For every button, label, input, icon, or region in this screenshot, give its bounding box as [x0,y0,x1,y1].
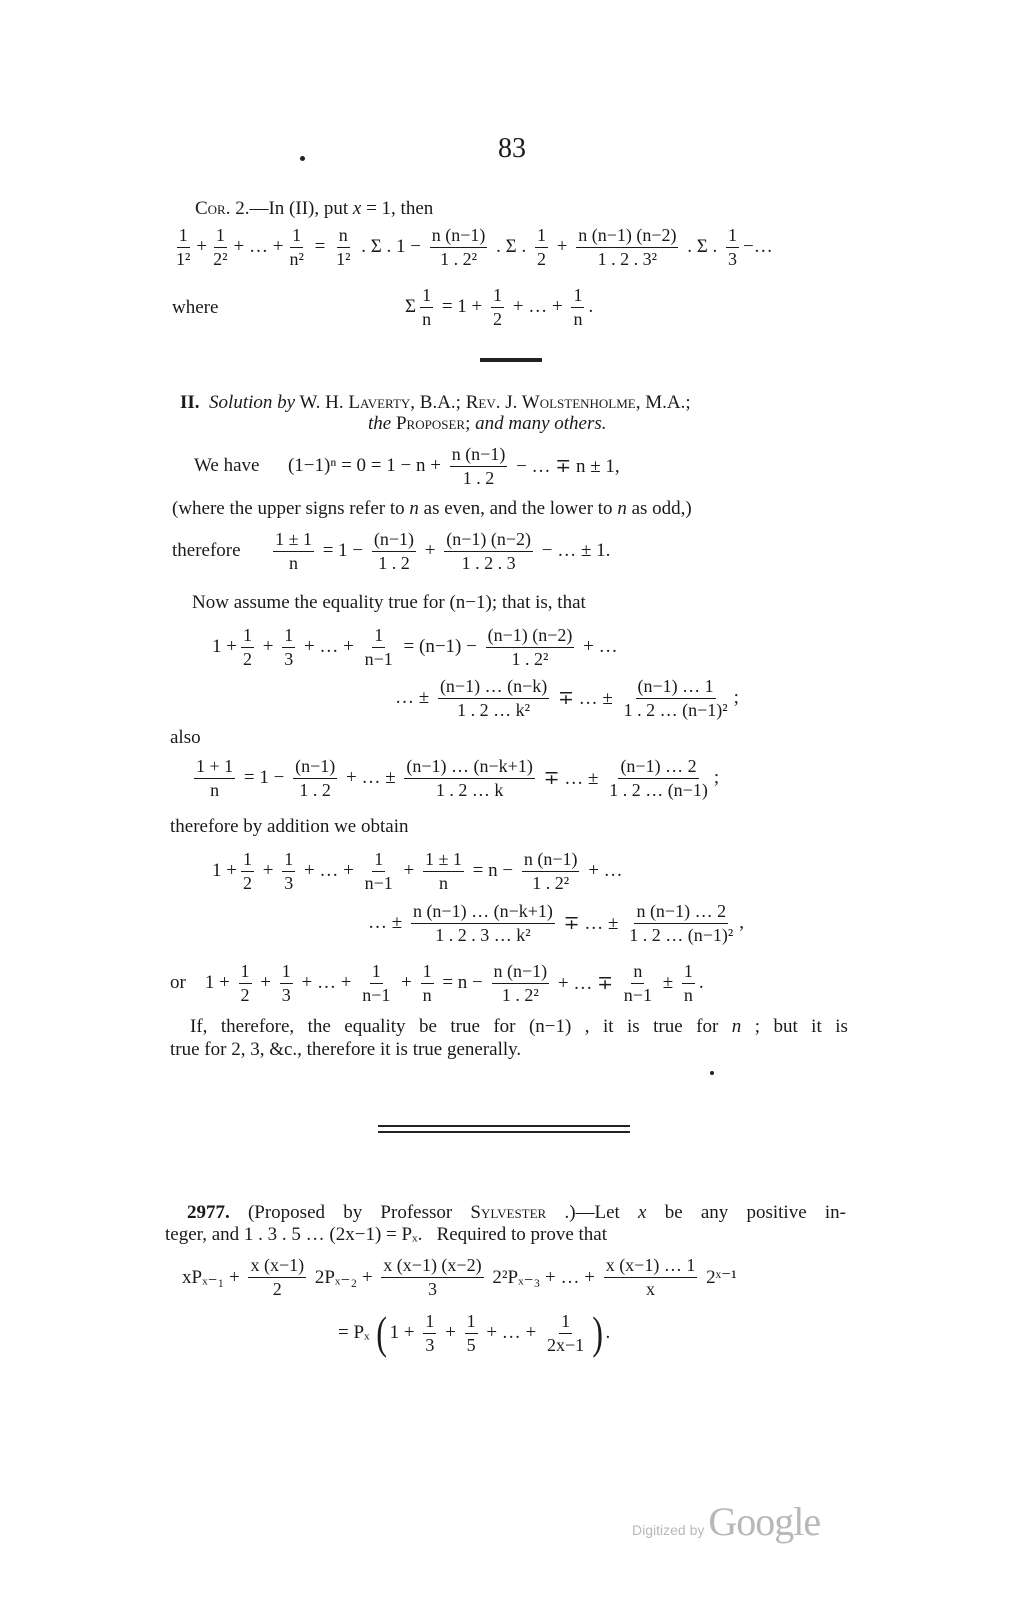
fraction [241,850,254,893]
math-expression: . [588,296,594,318]
text-run: also [170,727,201,748]
text-run: ; [465,413,476,434]
math-expression: + … + [508,296,568,318]
fraction-denominator: 1 . 2 [378,552,410,573]
question-2977-line-2 [165,1224,607,1246]
italic-text: n [409,498,419,519]
fraction-denominator: 3 [427,1278,437,1299]
fraction [682,962,695,1005]
italic-text: n [731,1016,742,1037]
google-logo: Google [708,1499,821,1544]
fraction-numerator: (n−1) … (n−k+1) [404,757,534,779]
word: is [627,1016,640,1037]
math-expression: 1 + [204,972,235,994]
fraction [239,962,252,1005]
fraction [491,286,504,329]
math-expression: . Σ . 1 − [356,236,426,258]
page-number: 83 [498,133,526,164]
math-expression: ; [713,767,720,789]
fraction-denominator: 1 . 2 [462,467,495,488]
fraction [607,757,710,800]
math-expression: = 1 − [317,540,368,562]
math-expression: + [257,636,279,658]
double-rule-bottom [378,1131,630,1133]
fraction-numerator: 1 [423,1312,436,1334]
fraction [420,286,433,329]
math-expression: ∓ … ± [538,767,604,789]
fraction [381,1256,483,1299]
word: it [602,1016,614,1037]
math-expression: −… [743,236,773,258]
fraction-denominator: 1 . 2 . 3 … k² [435,924,531,945]
fraction-numerator: n (n−1) … (n−k+1) [411,902,555,924]
fraction-numerator: 1 [421,962,434,984]
fraction-denominator: 1 . 2 … (n−1)² [629,924,734,945]
fraction-numerator: 1 [282,626,295,648]
word: be [418,1016,437,1037]
fraction [194,757,235,800]
small-caps-text: Cor. [195,198,231,219]
fraction [535,226,548,269]
fraction [282,626,295,669]
fraction [411,902,555,945]
fraction-numerator: x (x−1) … 1 [604,1256,698,1278]
fraction [522,850,580,893]
math-expression: + … [583,860,623,882]
math-expression: 1 . 3 . 5 … (2x−1) = Pₓ [243,1224,418,1245]
fraction-denominator: 2 [242,872,252,893]
math-expression: 2Pₓ₋₂ + [310,1266,378,1288]
text-run: , M.A.; [635,392,691,413]
fraction-numerator: x (x−1) [248,1256,306,1278]
fraction-numerator: n (n−1) (n−2) [576,226,678,248]
fraction-denominator: 2 [242,648,252,669]
text-run: as even, and the lower to [418,498,618,519]
fraction-numerator: n [337,226,350,248]
fraction [248,1256,306,1299]
text-run: where [172,297,219,318]
fraction [282,850,295,893]
fraction-denominator: 1 . 2 … (n−1)² [623,699,728,720]
where-label [172,297,218,319]
word: but [773,1016,798,1037]
question-2977-line-1 [187,1202,846,1224]
fraction-denominator: 3 [284,872,294,893]
math-expression: (1−1)ⁿ = 0 = 1 − n + [287,455,446,477]
math-expression: (n−1) [449,592,492,613]
fraction-numerator: 1 [214,226,227,248]
text-run: Now assume the equality true for [192,592,450,613]
fraction-denominator: n [210,779,220,800]
word: If, [190,1016,208,1037]
speck [300,156,305,161]
fraction [423,1312,436,1355]
fraction [622,962,654,1005]
math-expression: = Pₓ [338,1322,375,1343]
fraction-numerator: (n−1) (n−2) [486,626,575,648]
fraction-numerator: 1 [465,1312,478,1334]
fraction [492,962,550,1005]
fraction-denominator: 1² [176,248,191,269]
fraction [438,677,549,720]
fraction [604,1256,698,1299]
fraction-numerator: 1 [420,286,433,308]
fraction [363,626,395,669]
italic-text: n [617,498,627,519]
fraction-numerator: 1 + 1 [194,757,235,779]
word: positive [746,1202,807,1223]
fraction-denominator: n−1 [364,872,393,893]
fraction-numerator: (n−1) [293,757,337,779]
fraction-numerator: 1 [535,226,548,248]
fraction-numerator: 1 [177,226,190,248]
fraction [280,962,293,1005]
math-expression: = 1 − [239,767,290,789]
math-expression: 1 + [212,636,237,658]
fraction [450,445,508,488]
large-parenthesis: ) [592,1307,604,1358]
math-expression: = (n−1) − [398,636,482,658]
fraction [571,286,584,329]
fraction [273,530,314,573]
small-caps-text: Sylvester [470,1202,547,1223]
math-expression: + … + [296,972,357,994]
fraction-numerator: n [631,962,644,984]
fraction-numerator: 1 [241,850,254,872]
fraction-denominator: n−1 [362,984,391,1005]
math-expression: + … + [299,860,359,882]
math-expression: xPₓ₋₁ + [182,1266,245,1288]
fraction-numerator: 1 [241,626,254,648]
math-expression: … ± [395,687,434,709]
bold-text: 2977. [187,1202,230,1223]
fraction-denominator: 2² [213,248,228,269]
fraction-denominator: 1 . 2 . 3 [461,552,516,573]
math-expression: Σ [405,296,417,318]
fraction-numerator: 1 [280,962,293,984]
fraction-denominator: 3 [281,984,291,1005]
addition-text [170,816,408,838]
small-caps-text: Laverty [348,392,411,413]
math-expression: + [196,236,208,258]
word: is [835,1016,848,1037]
fraction [363,850,395,893]
conclusion-line-1 [190,1016,848,1038]
fraction-denominator: n [683,984,693,1005]
word: for [493,1016,516,1037]
word: be [664,1202,683,1223]
math-expression: + [255,972,276,994]
text-run: therefore [172,540,270,562]
text-run: W. H. [295,392,349,413]
word: it [811,1016,822,1037]
math-expression: . [605,1322,611,1343]
math-expression: , [739,912,745,934]
watermark-digitized-text: Digitized by [632,1522,705,1538]
math-expression: 2ˣ⁻¹ [701,1266,737,1288]
fraction-denominator: 1² [336,248,351,269]
math-expression: = n − [437,972,488,994]
fraction-denominator: 1 . 2 [299,779,331,800]
fraction-denominator: 2 [493,308,502,329]
math-expression: = [309,236,331,258]
fraction-denominator: 5 [466,1334,476,1355]
justified-text [190,1016,848,1038]
math-expression: ; [733,687,739,709]
fraction-numerator: (n−1) [372,530,416,552]
math-expression: (n−1) [528,1016,572,1037]
word: , [584,1016,590,1037]
double-rule-top [378,1125,630,1127]
addition-equation-2 [368,902,744,945]
assumption-equation-2 [395,677,739,720]
fraction-numerator: (n−1) … 2 [618,757,698,779]
or-equation [170,962,704,1005]
math-expression: + … + [233,236,284,258]
text-run: teger, and [165,1224,244,1245]
conclusion-line-2 [170,1039,521,1061]
math-expression: + … [578,636,618,658]
fraction-numerator: 1 [682,962,695,984]
text-run [200,392,210,414]
word: true [450,1016,480,1037]
math-expression: 1 + [389,1322,420,1343]
fraction [211,226,229,269]
math-expression: . Σ . [491,236,531,258]
math-expression: = n − [467,860,518,882]
math-expression: + … + [481,1322,541,1343]
fraction-denominator: n² [289,248,304,269]
italic-text: and many others. [475,413,607,434]
fraction-denominator: 1 . 2² [501,984,539,1005]
fraction-numerator: 1 [282,850,295,872]
math-expression: + … ± [341,767,401,789]
italic-text: x [638,1202,647,1223]
fraction-numerator: n (n−1) [522,850,580,872]
text-run: therefore by addition we obtain [170,816,409,837]
fraction-numerator: (n−1) … 1 [636,677,716,699]
fraction-numerator: n (n−1) [492,962,550,984]
fraction [486,626,575,669]
fraction-denominator: n [573,308,583,329]
fraction-numerator: (n−1) … (n−k) [438,677,549,699]
math-expression: + [440,1322,461,1343]
small-caps-text: Proposer [395,413,466,434]
fraction-denominator: x [646,1278,655,1299]
word: for [696,1016,719,1037]
math-expression: 1 + [212,860,237,882]
math-expression: ± [657,972,678,994]
speck [710,1071,714,1075]
italic-text: x [352,198,362,219]
fraction [293,757,337,800]
cor2-heading [195,198,433,220]
word: true [653,1016,683,1037]
fraction-numerator: 1 [372,850,385,872]
fraction [287,226,305,269]
fraction [622,677,730,720]
justified-text [187,1202,846,1224]
word: equality [344,1016,406,1037]
math-expression: + [257,860,279,882]
word: .)—Let [564,1202,620,1223]
fraction-denominator: n−1 [623,984,652,1005]
assumption-equation-1 [212,626,618,669]
large-parenthesis: ( [376,1307,388,1358]
fraction [421,962,434,1005]
fraction-numerator: 1 [370,962,383,984]
fraction-numerator: n (n−1) [430,226,488,248]
fraction-denominator: 3 [284,648,294,669]
small-caps-text: Rev. J. Wolstenholme [465,392,636,413]
math-expression: = 1 + [437,296,487,318]
fraction-denominator: 3 [728,248,738,269]
fraction-denominator: n−1 [364,648,393,669]
fraction-numerator: n (n−1) [450,445,508,467]
math-expression: ∓ … ± [558,912,624,934]
word: ; [754,1016,760,1037]
math-expression: . [698,972,704,994]
fraction-numerator: x (x−1) (x−2) [381,1256,483,1278]
assumption-text [192,592,586,614]
fraction-denominator: 1 . 2² [511,648,549,669]
math-expression: − … ∓ n ± 1, [511,455,620,477]
also-label [170,727,201,749]
fraction [444,530,533,573]
we-have-equation [194,445,620,488]
fraction-denominator: 1 . 2² [440,248,478,269]
solution-heading-line2 [368,413,607,435]
text-run: (where the upper signs refer to [172,498,410,519]
text-run: 2.—In (II), put [230,198,353,219]
word: Professor [380,1202,453,1223]
text-run: We have [194,455,288,477]
fraction-denominator: n [289,552,298,573]
fraction [545,1312,586,1355]
fraction-denominator: 2 [240,984,250,1005]
fraction [576,226,678,269]
bold-text: II. [180,392,200,413]
fraction-numerator: 1 ± 1 [423,850,464,872]
word: the [307,1016,331,1037]
where-equation [405,286,593,329]
math-expression: 2²Pₓ₋₃ + … + [487,1266,600,1288]
italic-text: Solution by [209,392,296,413]
fraction [360,962,392,1005]
fraction-numerator: 1 [290,226,303,248]
math-expression: − … ± 1. [537,540,611,562]
math-expression: … ± [368,912,407,934]
fraction-denominator: 1 . 2 … (n−1) [609,779,708,800]
cor2-equation [170,226,773,269]
fraction [334,226,352,269]
fraction-numerator: 1 [559,1312,572,1334]
fraction-denominator: 1 . 2² [532,872,570,893]
fraction-numerator: n (n−1) … 2 [634,902,728,924]
fraction-denominator: 1 . 2 … k [435,779,504,800]
word: (Proposed [247,1202,326,1223]
fraction-denominator: 1 . 2 . 3² [597,248,658,269]
text-run: . Required to prove that [417,1224,608,1245]
word: in- [824,1202,846,1223]
text-run: true for 2, 3, &c., therefore it is true generally. [170,1039,522,1060]
fraction [430,226,488,269]
google-watermark [632,1498,820,1545]
math-expression: + [398,860,419,882]
text-run: as odd,) [626,498,692,519]
fraction [423,850,464,893]
italic-text: the [368,413,392,434]
math-expression: . Σ . [682,236,723,258]
fraction-denominator: 2 [536,248,546,269]
fraction-numerator: 1 [571,286,584,308]
fraction [627,902,735,945]
fraction [465,1312,478,1355]
section-rule [480,358,542,362]
fraction-denominator: 2 [272,1278,282,1299]
math-expression: + … ∓ [553,972,618,994]
solution-heading [180,392,691,414]
fraction-denominator: 3 [425,1334,435,1355]
fraction [404,757,534,800]
math-expression: + [396,972,417,994]
math-expression: + … + [299,636,359,658]
word: therefore, [220,1016,295,1037]
fraction-denominator: 2x−1 [547,1334,585,1355]
fraction [241,626,254,669]
addition-equation-1 [212,850,623,893]
fraction-numerator: 1 [372,626,385,648]
text-run: , B.A.; [410,392,466,413]
text-run: = 1, then [361,198,434,219]
question-2977-equation-1 [182,1256,737,1299]
fraction-denominator: n [422,984,432,1005]
fraction-numerator: 1 [491,286,504,308]
fraction [726,226,739,269]
fraction-denominator: n [438,872,448,893]
word: any [700,1202,729,1223]
fraction-denominator: 1 . 2 … k² [457,699,531,720]
therefore-equation [172,530,610,573]
fraction-denominator: n [422,308,432,329]
word: by [343,1202,363,1223]
fraction-numerator: 1 [239,962,252,984]
fraction [372,530,416,573]
question-2977-equation-2 [338,1307,611,1358]
fraction-numerator: 1 [726,226,739,248]
math-expression: + [551,236,573,258]
signs-note [172,498,692,520]
math-expression: ∓ … ± [553,687,618,709]
fraction [174,226,192,269]
text-run: ; that is, that [491,592,586,613]
fraction-numerator: (n−1) (n−2) [444,530,533,552]
also-equation [190,757,719,800]
fraction-numerator: 1 ± 1 [273,530,314,552]
math-expression: + [420,540,441,562]
text-run: or [170,972,205,994]
